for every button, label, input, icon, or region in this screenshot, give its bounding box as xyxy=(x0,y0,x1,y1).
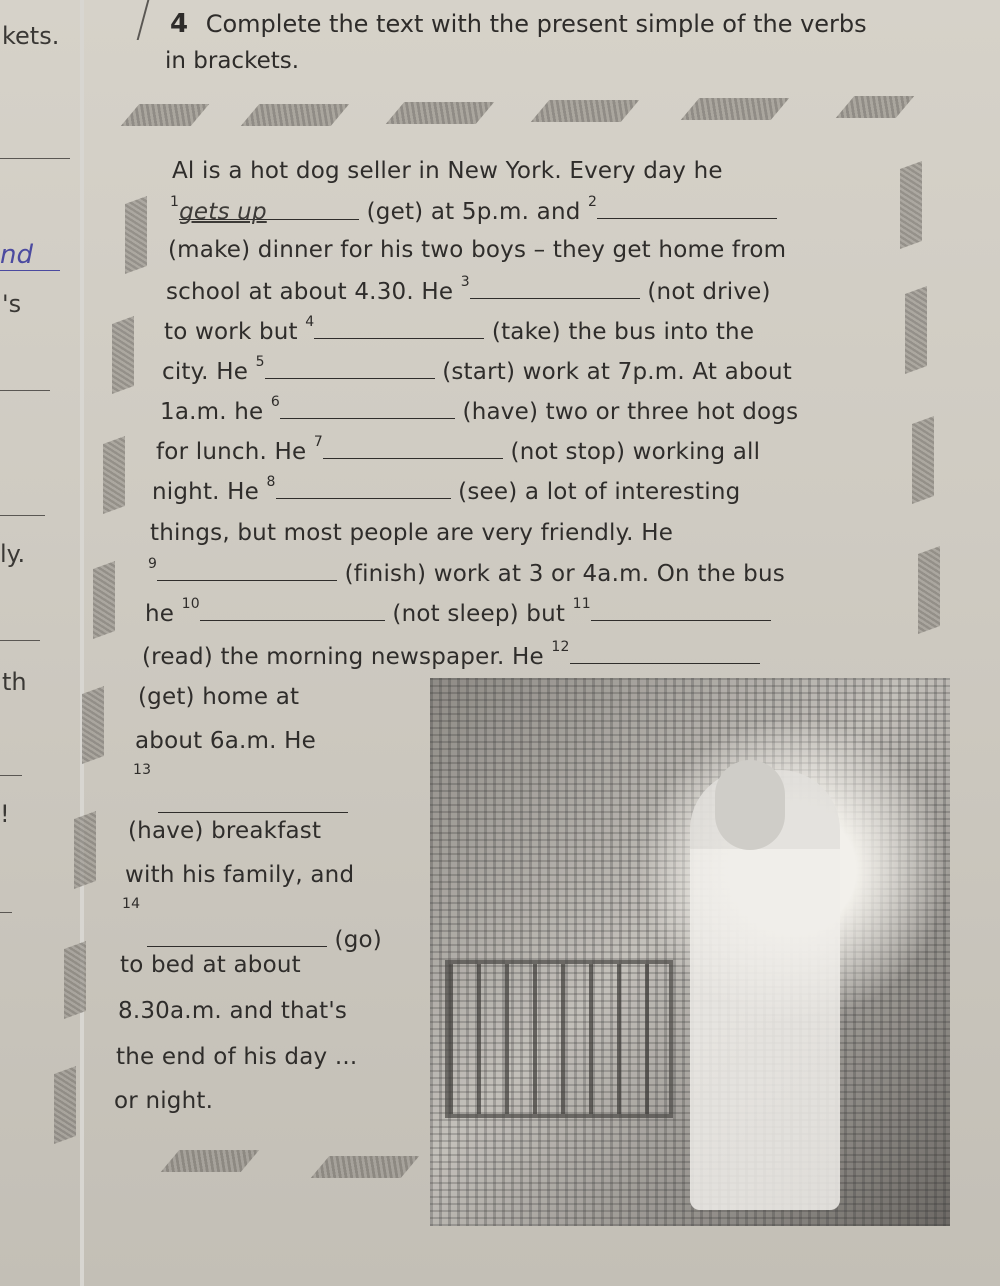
border-stripe xyxy=(241,104,349,126)
border-stripe xyxy=(74,811,96,889)
text-line: with his family, and xyxy=(125,862,355,888)
margin-rule xyxy=(0,912,12,913)
stall-graphic xyxy=(445,960,673,1118)
border-stripe xyxy=(531,100,639,122)
pen-mark xyxy=(107,0,150,40)
text-line: 8.30a.m. and that's xyxy=(118,998,348,1024)
margin-rule xyxy=(0,390,50,391)
margin-note-4: ! xyxy=(0,800,10,828)
margin-note-2: ly. xyxy=(0,540,26,568)
text-line: things, but most people are very friendly. He xyxy=(150,520,674,546)
border-stripe xyxy=(900,161,922,249)
text-line: to bed at about xyxy=(120,952,301,978)
answer-gap-9[interactable] xyxy=(157,560,337,581)
border-stripe xyxy=(93,561,115,639)
exercise-number: 4 xyxy=(170,9,189,39)
exercise-instruction: Complete the text with the present simple of the verbs xyxy=(205,10,867,38)
border-stripe xyxy=(681,98,789,120)
gap-number: 1 xyxy=(170,194,180,210)
text-line: school at about 4.30. He $^3$ (not drive) xyxy=(166,274,771,305)
filled-answer: gets up xyxy=(179,199,267,225)
text-line: for lunch. He $^7$ (not stop) working all xyxy=(156,434,761,465)
text-line: $^9$ (finish) work at 3 or 4a.m. On the bus xyxy=(148,556,785,587)
text-line: to work but $^4$ (take) the bus into the xyxy=(164,314,755,345)
text-line: about 6a.m. He xyxy=(135,728,316,754)
border-stripe xyxy=(311,1156,419,1178)
border-stripe xyxy=(121,104,209,126)
exercise-heading xyxy=(170,6,970,42)
border-stripe xyxy=(103,436,125,514)
border-stripe xyxy=(82,686,104,764)
text-line: $^{14}$ (go) xyxy=(122,896,382,953)
answer-gap-2[interactable] xyxy=(597,198,777,219)
border-stripe xyxy=(386,102,494,124)
border-stripe xyxy=(918,546,940,634)
answer-gap-6[interactable] xyxy=(280,398,455,419)
answer-gap-12[interactable] xyxy=(570,643,760,664)
answer-gap-14[interactable] xyxy=(147,926,327,947)
border-stripe xyxy=(836,96,914,118)
answer-gap-8[interactable] xyxy=(276,478,451,499)
text-line: or night. xyxy=(114,1088,214,1114)
margin-note-3: th xyxy=(2,668,27,696)
margin-rule xyxy=(0,515,45,516)
answer-gap-1[interactable] xyxy=(179,199,359,225)
border-stripe xyxy=(64,941,86,1019)
text-line: he $^{10}$ (not sleep) but $^{11}$ xyxy=(145,600,771,627)
border-stripe xyxy=(912,416,934,504)
seller-head xyxy=(715,760,785,850)
answer-gap-11[interactable] xyxy=(591,600,771,621)
answer-gap-5[interactable] xyxy=(265,358,435,379)
answer-gap-3[interactable] xyxy=(470,278,640,299)
margin-rule xyxy=(0,270,60,271)
exercise-instruction-2: in brackets. xyxy=(165,48,300,74)
margin-rule xyxy=(0,158,70,159)
text-line: $^1$gets up (get) at 5p.m. and $^2$ xyxy=(170,198,777,225)
margin-rule xyxy=(0,775,22,776)
text-line: city. He $^5$ (start) work at 7p.m. At about xyxy=(162,354,793,385)
border-stripe xyxy=(112,316,134,394)
border-stripe xyxy=(54,1066,76,1144)
text-line: (make) dinner for his two boys – they get home from xyxy=(168,237,787,263)
border-stripe xyxy=(125,196,147,274)
text-line: (have) breakfast xyxy=(128,818,322,844)
border-stripe xyxy=(161,1150,259,1172)
answer-gap-4[interactable] xyxy=(314,318,484,339)
margin-note-1: 's xyxy=(2,290,22,318)
margin-rule xyxy=(0,640,40,641)
text-line: (get) home at xyxy=(138,684,300,710)
answer-gap-13[interactable] xyxy=(158,792,348,813)
text-line: 1a.m. he $^6$ (have) two or three hot dogs xyxy=(160,394,799,425)
text-line: Al is a hot dog seller in New York. Every day he xyxy=(172,158,723,184)
border-stripe xyxy=(905,286,927,374)
text-line: night. He $^8$ (see) a lot of interesting xyxy=(152,474,741,505)
margin-divider xyxy=(80,0,84,1286)
text-line: (read) the morning newspaper. He $^{12}$ xyxy=(142,643,760,670)
text-line: the end of his day ... xyxy=(116,1044,358,1070)
margin-handwriting: nd xyxy=(0,240,33,270)
answer-gap-7[interactable] xyxy=(323,438,503,459)
answer-gap-10[interactable] xyxy=(200,600,385,621)
margin-top-text: kets. xyxy=(2,22,60,50)
text-line: 13 xyxy=(133,766,348,819)
